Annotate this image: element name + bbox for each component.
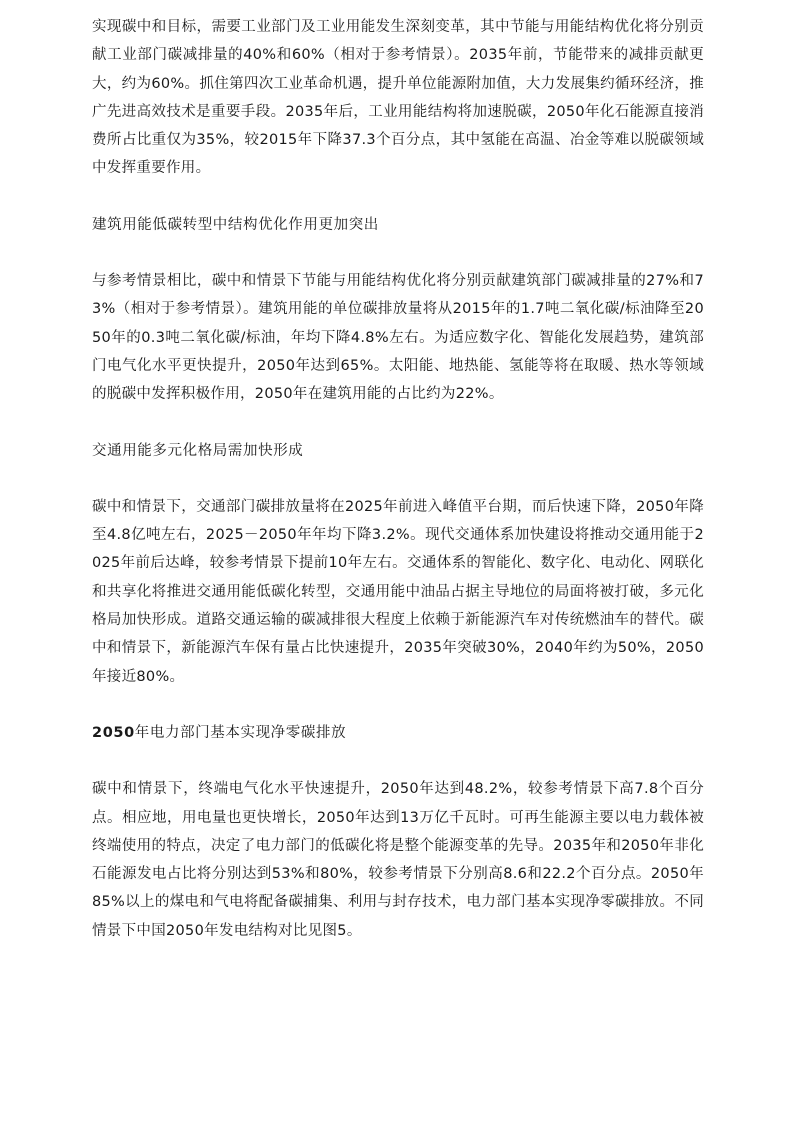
transport-paragraph: 碳中和情景下，交通部门碳排放量将在2025年前进入峰值平台期，而后快速下降，2050年降至4.8亿吨左右，2025－2050年年均下降3.2%。现代交通体系加快建设将推动交通用能于2025年前后达峰，较参考情景下提前10年左右。交通体系的智能化、数字化、电动化、网联化和共享化将推进交通用能低碳化转型，交通用能中油品占据主导地位的局面将被打破，多元化格局加快形成。道路交通运输的碳减排很大程度上依赖于新能源汽车对传统燃油车的替代。碳中和情景下，新能源汽车保有量占比快速提升，2035年突破30%，2040年约为50%，2050年接近80%。 bbox=[92, 498, 704, 685]
transport-heading: 交通用能多元化格局需加快形成 bbox=[92, 442, 304, 459]
building-heading: 建筑用能低碳转型中结构优化作用更加突出 bbox=[92, 216, 379, 233]
power-heading-year: 2050 bbox=[92, 724, 135, 741]
document-page bbox=[92, 13, 704, 945]
industry-paragraph: 实现碳中和目标，需要工业部门及工业用能发生深刻变革，其中节能与用能结构优化将分别贡献工业部门碳减排量的40%和60%（相对于参考情景）。2035年前，节能带来的减排贡献更大，约为60%。抓住第四次工业革命机遇，提升单位能源附加值，大力发展集约循环经济，推广先进高效技术是重要手段。2035年后，工业用能结构将加速脱碳，2050年化石能源直接消费所占比重仅为35%，较2015年下降37.3个百分点，其中氢能在高温、冶金等难以脱碳领域中发挥重要作用。 bbox=[92, 19, 704, 177]
power-heading bbox=[92, 719, 704, 747]
power-paragraph: 碳中和情景下，终端电气化水平快速提升，2050年达到48.2%，较参考情景下高7.8个百分点。相应地，用电量也更快增长，2050年达到13万亿千瓦时。可再生能源主要以电力载体被终端使用的特点，决定了电力部门的低碳化将是整个能源变革的先导。2035年和2050年非化石能源发电占比将分别达到53%和80%，较参考情景下分别高8.6和22.2个百分点。2050年85%以上的煤电和气电将配备碳捕集、利用与封存技术，电力部门基本实现净零碳排放。不同情景下中国2050年发电结构对比见图5。 bbox=[92, 781, 704, 939]
building-paragraph: 与参考情景相比，碳中和情景下节能与用能结构优化将分别贡献建筑部门碳减排量的27%和73%（相对于参考情景）。建筑用能的单位碳排放量将从2015年的1.7吨二氧化碳/标油降至2050年的0.3吨二氧化碳/标油，年均下降4.8%左右。为适应数字化、智能化发展趋势，建筑部门电气化水平更快提升，2050年达到65%。太阳能、地热能、氢能等将在取暖、热水等领域的脱碳中发挥积极作用，2050年在建筑用能的占比约为22%。 bbox=[92, 273, 704, 403]
power-heading-text: 年电力部门基本实现净零碳排放 bbox=[134, 724, 347, 741]
